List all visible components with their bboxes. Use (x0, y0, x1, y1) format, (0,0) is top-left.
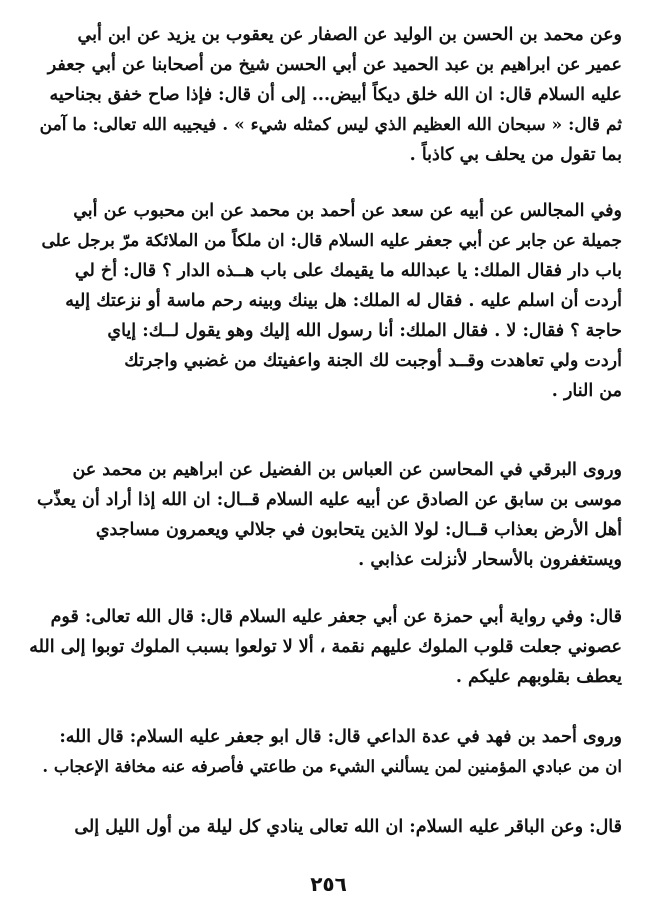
text-line: جميلة عن جابر عن أبي جعفر عليه السلام قال: ان ملكاً من الملائكة مرّ برجل على (41, 231, 622, 251)
text-line: أهل الأرض بعذاب قــال: لولا الذين يتحابون في جلالي ويعمرون مساجدي (95, 520, 622, 540)
text-line: وفي المجالس عن أبيه عن سعد عن أحمد بن محمد عن ابن محبوب عن أبي (73, 201, 622, 221)
text-line: أردت ولي تعاهدت وقــد أوجبت لك الجنة واعفيتك من غضبي واجرتك (124, 351, 622, 371)
paragraph-4 (28, 602, 622, 692)
text-line: عليه السلام قال: ان الله خلق ديكاً أبيض... إلى أن قال: فإذا صاح خفق بجناحيه (49, 85, 622, 105)
paragraph-6 (28, 812, 622, 842)
text-line: حاجة ؟ فقال: لا . فقال الملك: أنا رسول الله إليك وهو يقول لــك: إياي (107, 321, 622, 341)
text-line: باب دار فقال الملك: يا عبدالله ما يقيمك على باب هــذه الدار ؟ قال: أخ لي (74, 261, 622, 281)
text-line: عصوني جعلت قلوب الملوك عليهم نقمة ، ألا لا تولعوا بسبب الملوك توبوا إلى الله (29, 637, 622, 657)
text-line: وروى البرقي في المحاسن عن العباس بن الفضيل عن ابراهيم بن محمد عن (72, 460, 622, 480)
paragraph-5 (28, 722, 622, 782)
page-number: ٢٥٦ (310, 872, 347, 896)
text-line: يعطف بقلوبهم عليكم . (455, 667, 622, 687)
text-line: عمير عن ابراهيم بن عبد الحميد عن أبي الحسن شيخ من أصحابنا عن أبي جعفر (47, 55, 622, 75)
text-line: قال: وعن الباقر عليه السلام: ان الله تعالى ينادي كل ليلة من أول الليل إلى (74, 817, 622, 837)
paragraph-1 (28, 20, 622, 170)
paragraph-3 (28, 455, 622, 575)
text-line: ان من عبادي المؤمنين لمن يسألني الشيء من طاعتي فأصرفه عنه مخافة الإعجاب . (42, 757, 622, 776)
text-line: موسى بن سابق عن الصادق عن أبيه عليه السلام قــال: ان الله إذا أراد أن يعذّب (36, 490, 622, 510)
text-line: بما تقول من يحلف بي كاذباً . (409, 145, 622, 165)
text-line: أردت أن اسلم عليه . فقال له الملك: هل بينك وبينه رحم ماسة أو نزعتك إليه (65, 291, 622, 311)
paragraph-2 (28, 196, 622, 406)
text-line: وروى أحمد بن فهد في عدة الداعي قال: قال ابو جعفر عليه السلام: قال الله: (59, 727, 622, 747)
text-line: قال: وفي رواية أبي حمزة عن أبي جعفر عليه السلام قال: قال الله تعالى: قوم (50, 607, 622, 627)
text-line: وعن محمد بن الحسن بن الوليد عن الصفار عن يعقوب بن يزيد عن ابن أبي (77, 25, 622, 45)
text-line: من النار . (551, 381, 622, 401)
text-line: ويستغفرون بالأسحار لأنزلت عذابي . (358, 550, 622, 570)
text-line: ثم قال: « سبحان الله العظيم الذي ليس كمثله شيء » . فيجيبه الله تعالى: ما آمن (39, 115, 622, 135)
